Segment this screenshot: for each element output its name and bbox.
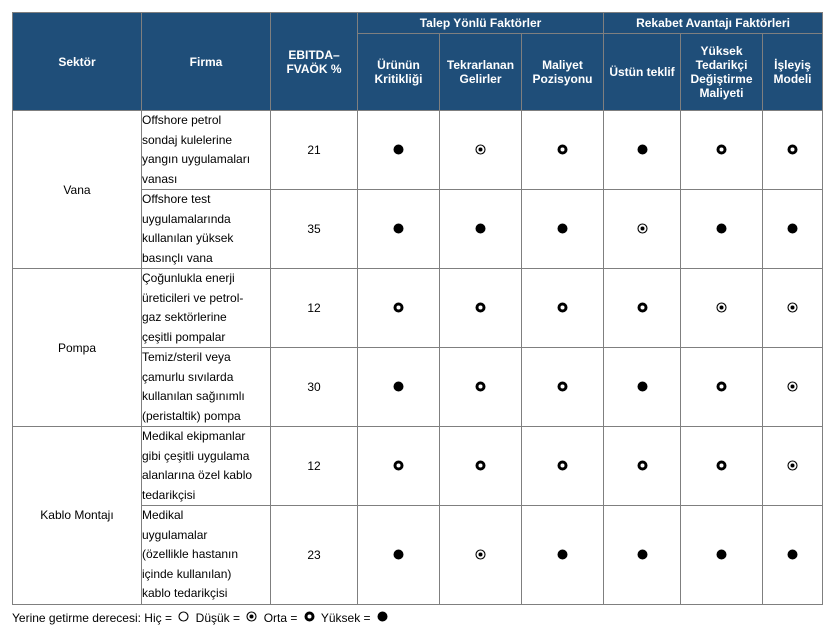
dotted-circle-icon bbox=[637, 223, 648, 234]
rating-cell bbox=[763, 506, 823, 605]
header-factor-line: Kritikliği bbox=[374, 72, 423, 86]
header-factor-line: İşleyiş bbox=[774, 58, 811, 72]
header-firma: Firma bbox=[142, 13, 271, 111]
dotted-circle-icon bbox=[787, 302, 798, 313]
dotted-circle-icon bbox=[716, 302, 727, 313]
rating-cell bbox=[440, 111, 522, 190]
rating-cell bbox=[604, 111, 681, 190]
legend-orta: Orta = bbox=[263, 611, 298, 625]
rating-cell bbox=[763, 348, 823, 427]
header-factor-line: Yüksek bbox=[700, 44, 743, 58]
ring-circle-icon bbox=[716, 381, 727, 392]
rating-cell bbox=[440, 427, 522, 506]
rating-cell bbox=[763, 111, 823, 190]
header-factor-line: Maliyet bbox=[542, 58, 583, 72]
firma-line: kullanılan yüksek bbox=[142, 231, 234, 245]
dotted-circle-icon bbox=[475, 144, 486, 155]
firma-cell bbox=[142, 427, 271, 506]
firma-line: yangın uygulamaları bbox=[142, 152, 251, 166]
firma-line: üreticileri ve petrol- bbox=[142, 290, 244, 305]
firma-line: vanası bbox=[142, 171, 178, 186]
rating-cell bbox=[522, 348, 604, 427]
rating-cell bbox=[604, 348, 681, 427]
rating-cell bbox=[440, 190, 522, 269]
ring-circle-icon bbox=[557, 144, 568, 155]
header-group-competition: Rekabet Avantajı Faktörleri bbox=[604, 13, 823, 34]
header-sektor: Sektör bbox=[13, 13, 142, 111]
ring-circle-icon bbox=[557, 381, 568, 392]
legend bbox=[12, 610, 391, 627]
rating-cell bbox=[358, 269, 440, 348]
header-factor-4 bbox=[681, 34, 763, 111]
ring-circle-icon bbox=[716, 460, 727, 471]
table-row bbox=[13, 269, 823, 348]
filled-circle-icon bbox=[557, 549, 568, 560]
ring-circle-icon bbox=[557, 460, 568, 471]
header-factor-line: Maliyeti bbox=[699, 86, 744, 100]
header-factor-line: Gelirler bbox=[459, 72, 502, 86]
rating-cell bbox=[681, 269, 763, 348]
header-factor-3 bbox=[604, 34, 681, 111]
header-factor-2 bbox=[522, 34, 604, 111]
header-ebitda-line1: EBITDA– bbox=[288, 47, 340, 62]
header-ebitda bbox=[271, 13, 358, 111]
firma-line: çamurlu sıvılarda bbox=[142, 369, 234, 384]
sector-cell: Pompa bbox=[13, 269, 142, 427]
rating-cell bbox=[440, 348, 522, 427]
table-row bbox=[13, 111, 823, 190]
ring-circle-icon bbox=[787, 144, 798, 155]
rating-cell bbox=[763, 427, 823, 506]
filled-circle-icon bbox=[475, 223, 486, 234]
firma-line: (peristaltik) pompa bbox=[142, 408, 241, 423]
ebitda-cell: 23 bbox=[271, 506, 358, 605]
header-factor-line: Tedarikçi bbox=[695, 58, 748, 72]
firma-line: alanlarına özel kablo bbox=[142, 468, 253, 482]
ring-circle-icon bbox=[637, 460, 648, 471]
filled-circle-icon bbox=[393, 223, 404, 234]
rating-cell bbox=[604, 190, 681, 269]
rating-cell bbox=[763, 190, 823, 269]
rating-cell bbox=[681, 506, 763, 605]
rating-cell bbox=[681, 348, 763, 427]
firma-line: kullanılan sağınımlı bbox=[142, 389, 245, 403]
firma-line: Offshore test bbox=[142, 192, 211, 206]
firma-line: Offshore petrol bbox=[142, 113, 222, 127]
rating-cell bbox=[358, 190, 440, 269]
ring-circle-icon bbox=[475, 381, 486, 392]
header-factor-line: Üstün teklif bbox=[609, 65, 675, 79]
rating-table bbox=[12, 12, 823, 605]
ring-circle-icon bbox=[637, 302, 648, 313]
filled-circle-icon bbox=[787, 223, 798, 234]
firma-line: tedarikçisi bbox=[142, 487, 196, 502]
header-factor-line: Ürünün bbox=[377, 58, 420, 72]
ring-circle-icon bbox=[304, 610, 315, 626]
firma-line: Medikal bbox=[142, 508, 184, 522]
table-row bbox=[13, 427, 823, 506]
header-factor-0 bbox=[358, 34, 440, 111]
header-factor-line: Pozisyonu bbox=[532, 72, 593, 86]
firma-line: Medikal ekipmanlar bbox=[142, 429, 246, 443]
firma-cell bbox=[142, 190, 271, 269]
rating-cell bbox=[522, 111, 604, 190]
filled-circle-icon bbox=[637, 549, 648, 560]
firma-line: gaz sektörlerine bbox=[142, 310, 227, 324]
rating-cell bbox=[522, 269, 604, 348]
rating-cell bbox=[522, 427, 604, 506]
dotted-circle-icon bbox=[246, 610, 257, 626]
dotted-circle-icon bbox=[475, 549, 486, 560]
header-factor-1 bbox=[440, 34, 522, 111]
dotted-circle-icon bbox=[787, 381, 798, 392]
rating-cell bbox=[358, 506, 440, 605]
rating-cell bbox=[440, 269, 522, 348]
ring-circle-icon bbox=[716, 144, 727, 155]
ebitda-cell: 12 bbox=[271, 269, 358, 348]
firma-cell bbox=[142, 111, 271, 190]
filled-circle-icon bbox=[377, 610, 388, 626]
filled-circle-icon bbox=[393, 144, 404, 155]
filled-circle-icon bbox=[393, 381, 404, 392]
rating-cell bbox=[358, 427, 440, 506]
rating-cell bbox=[604, 427, 681, 506]
filled-circle-icon bbox=[716, 549, 727, 560]
legend-yuksek: Yüksek = bbox=[320, 611, 371, 625]
firma-line: kablo tedarikçisi bbox=[142, 586, 228, 600]
rating-cell bbox=[358, 348, 440, 427]
rating-cell bbox=[358, 111, 440, 190]
ebitda-cell: 35 bbox=[271, 190, 358, 269]
header-factor-5 bbox=[763, 34, 823, 111]
header-ebitda-line2: FVAÖK % bbox=[286, 61, 342, 76]
filled-circle-icon bbox=[557, 223, 568, 234]
ebitda-cell: 21 bbox=[271, 111, 358, 190]
dotted-circle-icon bbox=[787, 460, 798, 471]
ebitda-cell: 30 bbox=[271, 348, 358, 427]
rating-cell bbox=[763, 269, 823, 348]
ring-circle-icon bbox=[475, 302, 486, 313]
firma-line: (özellikle hastanın bbox=[142, 547, 239, 561]
rating-cell bbox=[681, 111, 763, 190]
sector-cell: Vana bbox=[13, 111, 142, 269]
rating-cell bbox=[681, 427, 763, 506]
filled-circle-icon bbox=[787, 549, 798, 560]
firma-line: uygulamalarında bbox=[142, 211, 231, 226]
rating-cell bbox=[440, 506, 522, 605]
firma-line: çeşitli pompalar bbox=[142, 329, 226, 344]
firma-line: içinde kullanılan) bbox=[142, 566, 232, 581]
filled-circle-icon bbox=[393, 549, 404, 560]
firma-line: uygulamalar bbox=[142, 527, 208, 542]
firma-line: basınçlı vana bbox=[142, 250, 213, 265]
header-factor-line: Modeli bbox=[773, 72, 812, 86]
filled-circle-icon bbox=[637, 144, 648, 155]
rating-cell bbox=[522, 506, 604, 605]
header-group-demand: Talep Yönlü Faktörler bbox=[358, 13, 604, 34]
ring-circle-icon bbox=[393, 302, 404, 313]
firma-line: sondaj kulelerine bbox=[142, 132, 233, 147]
firma-cell bbox=[142, 506, 271, 605]
firma-line: Çoğunlukla enerji bbox=[142, 271, 235, 285]
legend-prefix: Yerine getirme derecesi: Hiç = bbox=[12, 611, 172, 625]
header-factor-line: Tekrarlanan bbox=[446, 58, 515, 72]
ring-circle-icon bbox=[475, 460, 486, 471]
legend-dusuk: Düşük = bbox=[195, 611, 241, 625]
firma-line: gibi çeşitli uygulama bbox=[142, 448, 250, 463]
rating-cell bbox=[681, 190, 763, 269]
sector-cell: Kablo Montajı bbox=[13, 427, 142, 605]
rating-cell bbox=[522, 190, 604, 269]
firma-cell bbox=[142, 348, 271, 427]
firma-cell bbox=[142, 269, 271, 348]
filled-circle-icon bbox=[637, 381, 648, 392]
ring-circle-icon bbox=[393, 460, 404, 471]
empty-circle-icon bbox=[178, 610, 189, 626]
filled-circle-icon bbox=[716, 223, 727, 234]
ring-circle-icon bbox=[557, 302, 568, 313]
header-factor-line: Değiştirme bbox=[690, 72, 753, 86]
rating-cell bbox=[604, 269, 681, 348]
firma-line: Temiz/steril veya bbox=[142, 350, 231, 364]
rating-cell bbox=[604, 506, 681, 605]
ebitda-cell: 12 bbox=[271, 427, 358, 506]
